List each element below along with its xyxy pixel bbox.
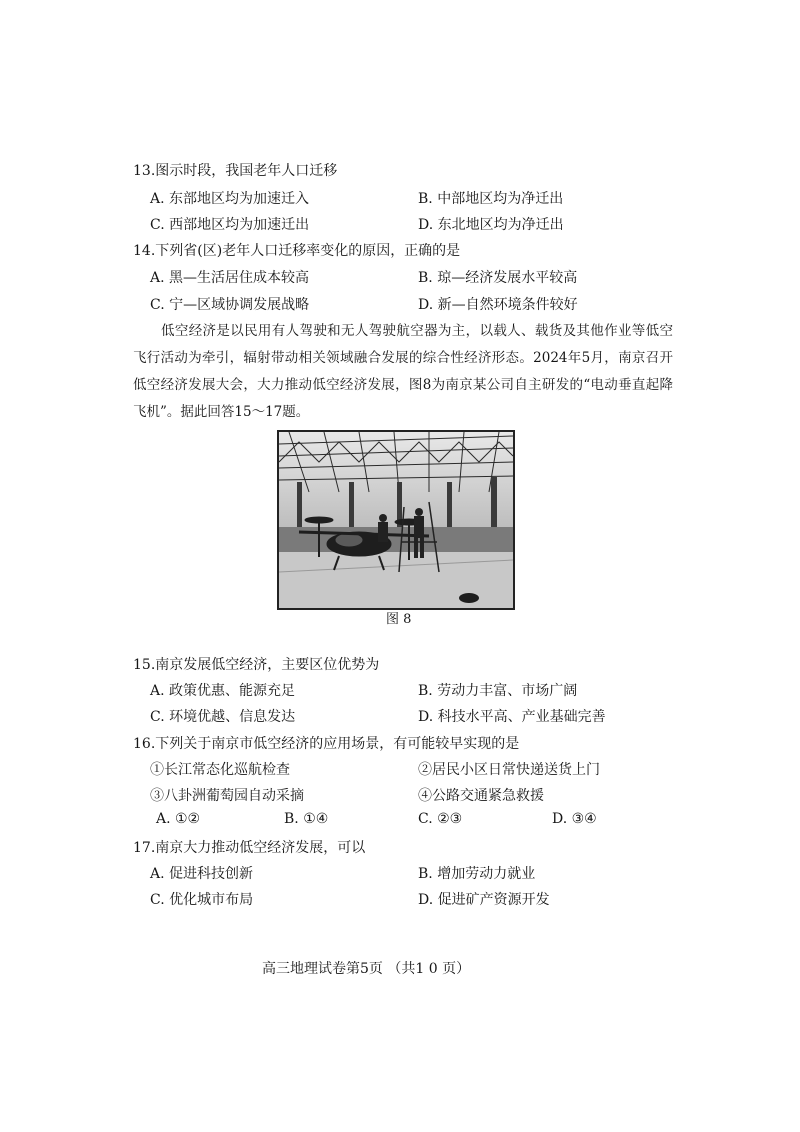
- q14-stem: 14.下列省(区)老年人口迁移率变化的原因，正确的是: [133, 243, 461, 259]
- q14-option-b: B. 琼—经济发展水平较高: [418, 270, 578, 286]
- q16-option-d: D. ③④: [552, 811, 597, 827]
- q17-option-a: A. 促进科技创新: [150, 866, 254, 882]
- q16-statement-1: ①长江常态化巡航检查: [150, 762, 290, 778]
- q16-statement-2: ②居民小区日常快递送货上门: [418, 762, 600, 778]
- q16-option-a: A. ①②: [156, 811, 201, 827]
- q17-option-c: C. 优化城市布局: [150, 892, 254, 908]
- q13-option-a: A. 东部地区均为加速迁入: [150, 191, 310, 207]
- figure-8-photo: [277, 430, 515, 610]
- q15-stem: 15.南京发展低空经济，主要区位优势为: [133, 657, 380, 673]
- q15-option-c: C. 环境优越、信息发达: [150, 709, 296, 725]
- q13-option-c: C. 西部地区均为加速迁出: [150, 217, 310, 233]
- q17-option-b: B. 增加劳动力就业: [418, 866, 536, 882]
- q16-option-b: B. ①④: [284, 811, 329, 827]
- q16-stem: 16.下列关于南京市低空经济的应用场景，有可能较早实现的是: [133, 736, 520, 752]
- q15-option-b: B. 劳动力丰富、市场广阔: [418, 683, 578, 699]
- q16-statement-4: ④公路交通紧急救援: [418, 788, 544, 804]
- q17-stem: 17.南京大力推动低空经济发展，可以: [133, 840, 366, 856]
- q14-option-d: D. 新—自然环境条件较好: [418, 297, 578, 313]
- figure-caption: 图 8: [386, 612, 412, 627]
- q13-option-b: B. 中部地区均为净迁出: [418, 191, 564, 207]
- q14-option-a: A. 黑—生活居住成本较高: [150, 270, 310, 286]
- q16-statement-3: ③八卦洲葡萄园自动采摘: [150, 788, 304, 804]
- q13-stem: 13.图示时段，我国老年人口迁移: [133, 163, 338, 179]
- q15-option-a: A. 政策优惠、能源充足: [150, 683, 296, 699]
- evtol-hangar-icon: [279, 432, 513, 608]
- q15-option-d: D. 科技水平高、产业基础完善: [418, 709, 606, 725]
- q16-option-c: C. ②③: [418, 811, 463, 827]
- q14-option-c: C. 宁—区域协调发展战略: [150, 297, 310, 313]
- reading-passage: 低空经济是以民用有人驾驶和无人驾驶航空器为主，以载人、载货及其他作业等低空飞行活动为牵引，辐射带动相关领域融合发展的综合性经济形态。2024年5月，南京召开低空经济发展大会，大力推动低空经济发展，图8为南京某公司自主研发的“电动垂直起降飞机”。据此回答15～17题。: [133, 323, 673, 420]
- page-footer: 高三地理试卷第5页 （共1 0 页）: [262, 961, 471, 977]
- q17-option-d: D. 促进矿产资源开发: [418, 892, 550, 908]
- q13-option-d: D. 东北地区均为净迁出: [418, 217, 564, 233]
